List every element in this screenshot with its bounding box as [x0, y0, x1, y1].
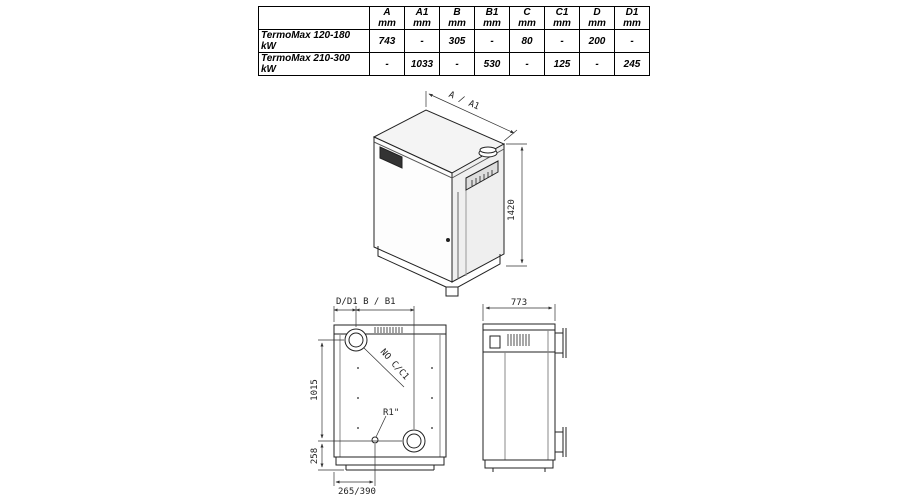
- front-top-dim-label: D/D1 B / B1: [336, 297, 396, 307]
- table-cell: -: [405, 30, 440, 53]
- side-width-label: 773: [510, 298, 528, 308]
- table-cell: 200: [580, 30, 615, 53]
- table-cell-model: TermoMax 210-300 kW: [259, 53, 370, 76]
- table-cell: 125: [545, 53, 580, 76]
- table-header-c: C mm: [510, 7, 545, 30]
- front-bottom-height-label: 258: [310, 447, 320, 465]
- table-cell: 530: [475, 53, 510, 76]
- table-cell-model: TermoMax 120-180 kW: [259, 30, 370, 53]
- table-cell: -: [545, 30, 580, 53]
- table-header-d1: D1 mm: [615, 7, 650, 30]
- front-small-connection-label: R1": [383, 408, 400, 418]
- front-top-nozzle: [345, 329, 367, 351]
- front-nozzle-label: NO C/C1: [377, 347, 411, 383]
- table-header-c1: C1 mm: [545, 7, 580, 30]
- isometric-view: [374, 110, 504, 296]
- table-cell: 245: [615, 53, 650, 76]
- table-header-a: A mm: [370, 7, 405, 30]
- table-cell: 1033: [405, 53, 440, 76]
- table-cell: -: [580, 53, 615, 76]
- table-cell: 305: [440, 30, 475, 53]
- table-cell: -: [370, 53, 405, 76]
- front-view: [334, 325, 446, 470]
- table-header-d: D mm: [580, 7, 615, 30]
- table-header-b1: B1 mm: [475, 7, 510, 30]
- table-cell: 80: [510, 30, 545, 53]
- table-header-b: B mm: [440, 7, 475, 30]
- table-cell: -: [440, 53, 475, 76]
- table-cell: -: [510, 53, 545, 76]
- iso-depth-label: A / A1: [446, 89, 481, 113]
- table-cell: -: [615, 30, 650, 53]
- front-bottom-width-label: 265/390: [338, 487, 376, 497]
- side-view: [483, 324, 566, 472]
- iso-height-label: 1420: [507, 199, 517, 221]
- front-bottom-nozzle: [403, 430, 425, 452]
- table-cell: 743: [370, 30, 405, 53]
- front-height-label: 1015: [310, 379, 320, 401]
- table-cell: -: [475, 30, 510, 53]
- table-header-a1: A1 mm: [405, 7, 440, 30]
